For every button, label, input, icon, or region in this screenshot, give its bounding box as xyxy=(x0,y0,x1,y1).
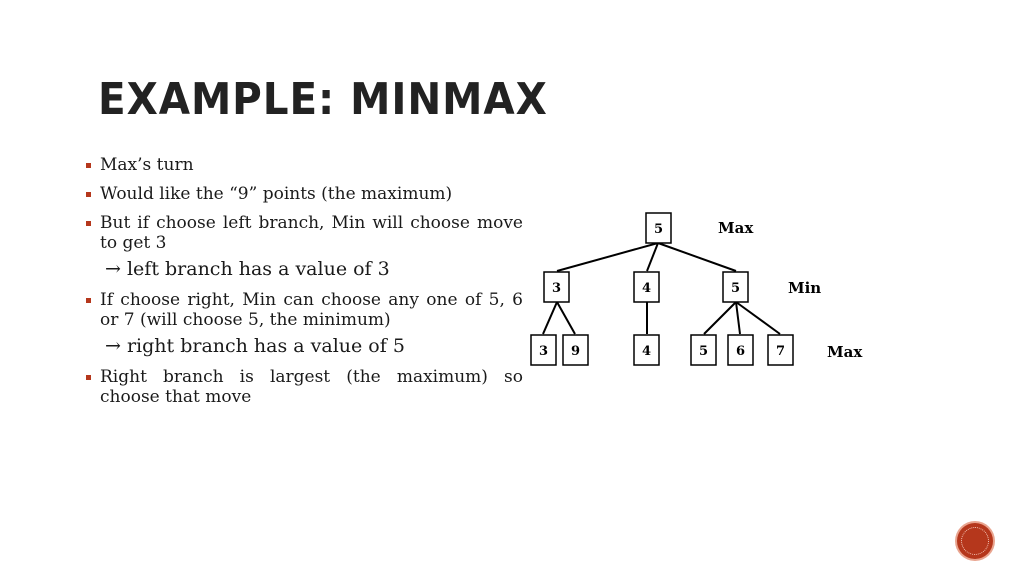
tree-node-min xyxy=(544,272,569,302)
tree-edge xyxy=(658,243,736,271)
tree-edge xyxy=(543,302,557,334)
bullet-text: Would like the “9” points (the maximum) xyxy=(100,184,453,204)
arrow-right-icon: → xyxy=(105,258,121,280)
bullet-text: If choose right, Min can choose any one of 5, 6 or 7 (will choose 5, the minimum) xyxy=(100,290,523,330)
node-value: 4 xyxy=(641,281,652,296)
level-label-min: Min xyxy=(788,279,822,297)
tree-node-leaf xyxy=(634,335,659,365)
tree-node-leaf xyxy=(728,335,753,365)
tree-node-root xyxy=(646,213,671,243)
tree-edge xyxy=(704,302,736,334)
level-label-max: Max xyxy=(718,219,754,237)
tree-edge xyxy=(647,243,658,271)
node-value: 5 xyxy=(698,344,709,359)
arrow-right-icon: → xyxy=(105,335,121,357)
tree-edge xyxy=(557,302,575,334)
tree-node-min xyxy=(723,272,748,302)
level-label-max: Max xyxy=(827,343,863,361)
node-value: 7 xyxy=(775,344,786,359)
tree-node-leaf xyxy=(563,335,588,365)
slide-nav-button[interactable] xyxy=(957,523,993,559)
node-value: 4 xyxy=(641,344,652,359)
tree-node-leaf xyxy=(691,335,716,365)
sub-point-text: left branch has a value of 3 xyxy=(126,258,390,280)
node-value: 5 xyxy=(653,222,664,237)
node-value: 9 xyxy=(570,344,581,359)
slide-title: EXAMPLE: MINMAX xyxy=(98,74,548,125)
bullet-text: Right branch is largest (the maximum) so choose that move xyxy=(100,367,523,407)
tree-node-leaf xyxy=(531,335,556,365)
node-value: 3 xyxy=(551,281,562,296)
bullet-text: But if choose left branch, Min will choose move to get 3 xyxy=(100,213,523,253)
tree-node-leaf xyxy=(768,335,793,365)
node-value: 5 xyxy=(730,281,741,296)
node-value: 6 xyxy=(735,344,746,359)
tree-edge xyxy=(557,243,658,271)
sub-point-text: right branch has a value of 5 xyxy=(126,335,405,357)
node-value: 3 xyxy=(538,344,549,359)
tree-node-min xyxy=(634,272,659,302)
tree-edge xyxy=(736,302,780,334)
bullet-text: Max’s turn xyxy=(100,155,194,175)
tree-edge xyxy=(736,302,740,334)
